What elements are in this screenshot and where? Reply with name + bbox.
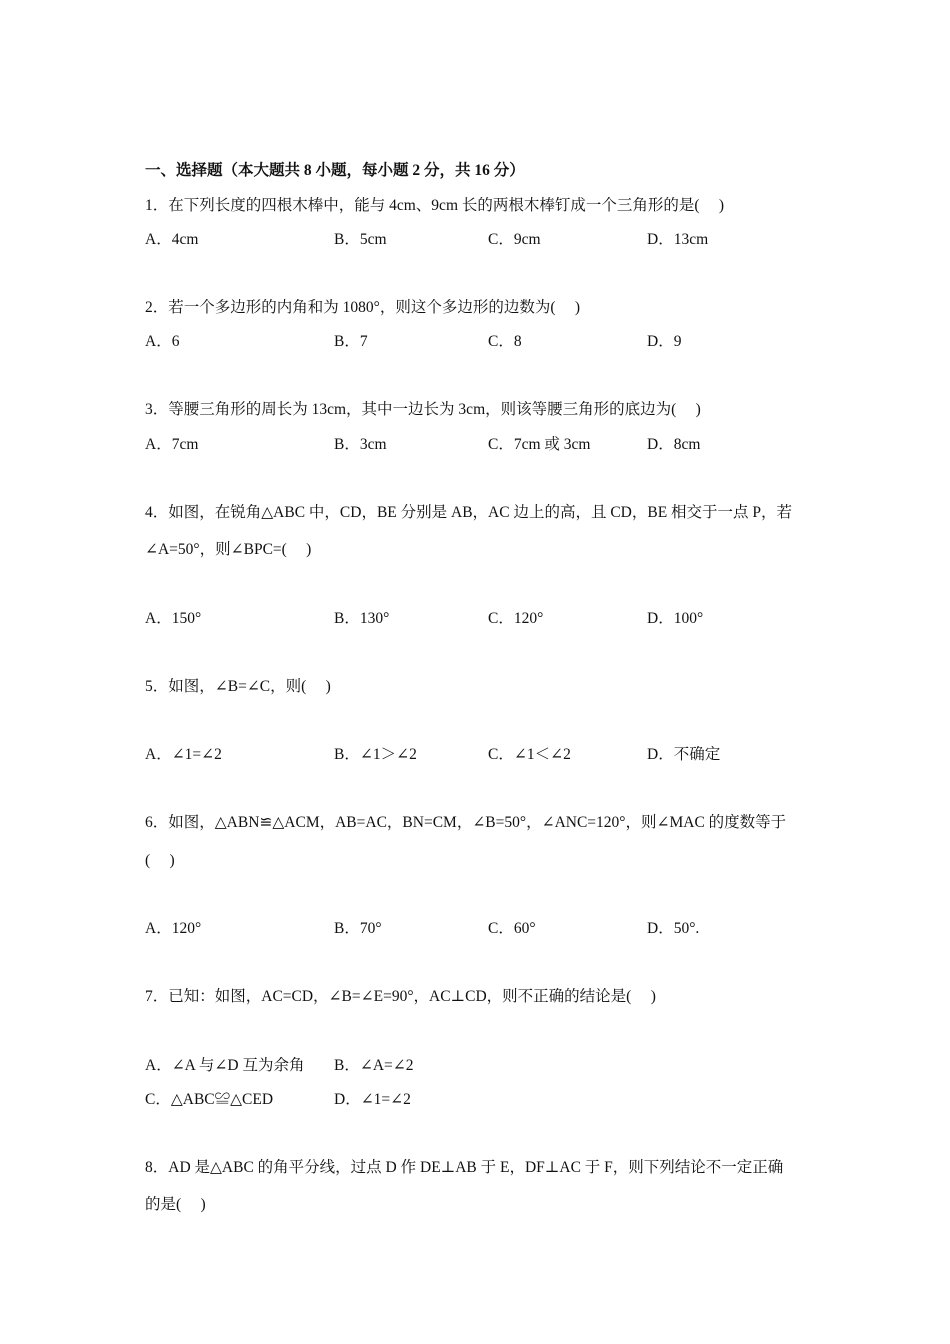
question-4-text-line1: 4．如图，在锐角△ABC 中，CD，BE 分别是 AB，AC 边上的高，且 CD，BE 相交于一点 P，若 — [145, 504, 793, 521]
question-4-text-line2: ∠A=50°，则∠BPC=( ) — [145, 541, 312, 558]
q7-option-b: B．∠A=∠2 — [334, 1057, 414, 1074]
question-6-text-line2: ( ) — [145, 852, 175, 869]
q3-option-a: A．7cm — [145, 436, 199, 453]
question-2-text: 2．若一个多边形的内角和为 1080°，则这个多边形的边数为( ) — [145, 299, 581, 316]
question-1-text: 1．在下列长度的四根木棒中，能与 4cm、9cm 长的两根木棒钉成一个三角形的是( ) — [145, 197, 725, 214]
q6-option-c: C．60° — [488, 920, 536, 937]
q5-option-d: D．不确定 — [647, 746, 721, 763]
q6-option-b: B．70° — [334, 920, 382, 937]
question-5-text: 5．如图，∠B=∠C，则( ) — [145, 678, 331, 695]
q5-option-a: A．∠1=∠2 — [145, 746, 222, 763]
q5-option-c: C．∠1＜∠2 — [488, 746, 571, 763]
q6-option-d: D．50°. — [647, 920, 700, 937]
q4-option-c: C．120° — [488, 610, 544, 627]
question-3-text: 3．等腰三角形的周长为 13cm，其中一边长为 3cm，则该等腰三角形的底边为( ) — [145, 401, 701, 418]
q1-option-a: A．4cm — [145, 231, 199, 248]
q3-option-b: B．3cm — [334, 436, 387, 453]
q1-option-b: B．5cm — [334, 231, 387, 248]
q4-option-b: B．130° — [334, 610, 390, 627]
question-7-text: 7．已知：如图，AC=CD，∠B=∠E=90°，AC⊥CD，则不正确的结论是( ) — [145, 988, 656, 1005]
q5-option-b: B．∠1＞∠2 — [334, 746, 417, 763]
q6-option-a: A．120° — [145, 920, 202, 937]
q7-option-a: A．∠A 与∠D 互为余角 — [145, 1057, 305, 1074]
q7-option-d: D．∠1=∠2 — [334, 1091, 411, 1108]
q3-option-c: C．7cm 或 3cm — [488, 436, 591, 453]
q1-option-d: D．13cm — [647, 231, 709, 248]
question-8-text-line2: 的是( ) — [145, 1196, 206, 1213]
q2-option-a: A．6 — [145, 333, 180, 350]
q3-option-d: D．8cm — [647, 436, 701, 453]
q4-option-a: A．150° — [145, 610, 202, 627]
q1-option-c: C．9cm — [488, 231, 541, 248]
question-6-text-line1: 6．如图，△ABN≌△ACM，AB=AC，BN=CM，∠B=50°，∠ANC=120°，则∠MAC 的度数等于 — [145, 814, 787, 831]
question-8-text-line1: 8．AD 是△ABC 的角平分线，过点 D 作 DE⊥AB 于 E，DF⊥AC 于 F，则下列结论不一定正确 — [145, 1159, 784, 1176]
q2-option-d: D．9 — [647, 333, 682, 350]
section-heading: 一、选择题（本大题共 8 小题，每小题 2 分，共 16 分） — [145, 162, 525, 179]
q2-option-b: B．7 — [334, 333, 368, 350]
q4-option-d: D．100° — [647, 610, 704, 627]
q7-option-c: C．△ABC≌△CED — [145, 1091, 274, 1108]
q2-option-c: C．8 — [488, 333, 522, 350]
